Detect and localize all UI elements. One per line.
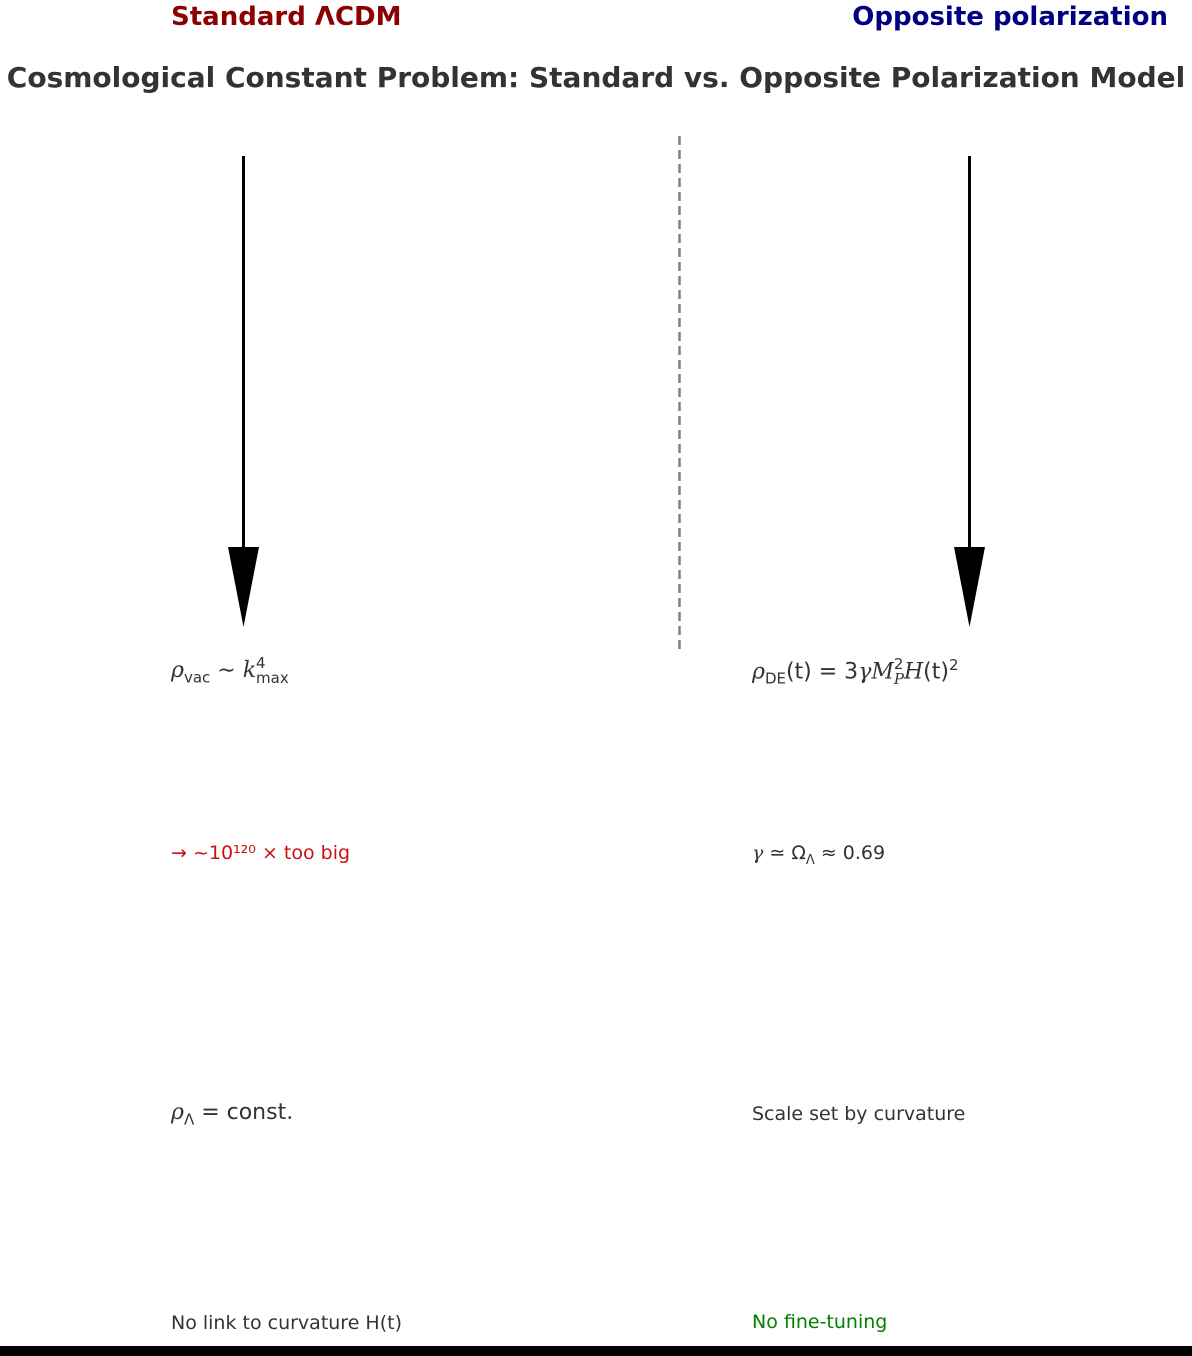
left-column-heading: Standard ΛCDM: [171, 2, 402, 32]
right-column-heading: Opposite polarization: [852, 2, 1168, 32]
right-down-arrow: [954, 156, 985, 627]
curvature-scale-note: Scale set by curvature: [752, 1103, 966, 1125]
too-big-warning: → ~10¹²⁰ × too big: [171, 842, 351, 864]
gamma-value-equation: γ ≃ $\Omega_\Lambda \approx 0.69$: [752, 842, 886, 868]
bottom-border: [0, 1346, 1192, 1356]
dark-energy-equation: $\rho_{DE}(t) = 3\gamma M2$ $PH(t)^2$: [752, 655, 959, 689]
left-down-arrow: [228, 156, 259, 627]
no-link-note: No link to curvature H(t): [171, 1312, 402, 1334]
constant-lambda-equation: $\rho_\Lambda$ = const.: [171, 1100, 294, 1129]
no-fine-tuning-note: No fine-tuning: [752, 1311, 888, 1333]
diagram-title: Cosmological Constant Problem: Standard vs. Opposite Polarization Model: [6, 61, 1186, 94]
vacuum-energy-equation: $\rho_{vac}$ ∼ k4 max: [171, 654, 289, 687]
